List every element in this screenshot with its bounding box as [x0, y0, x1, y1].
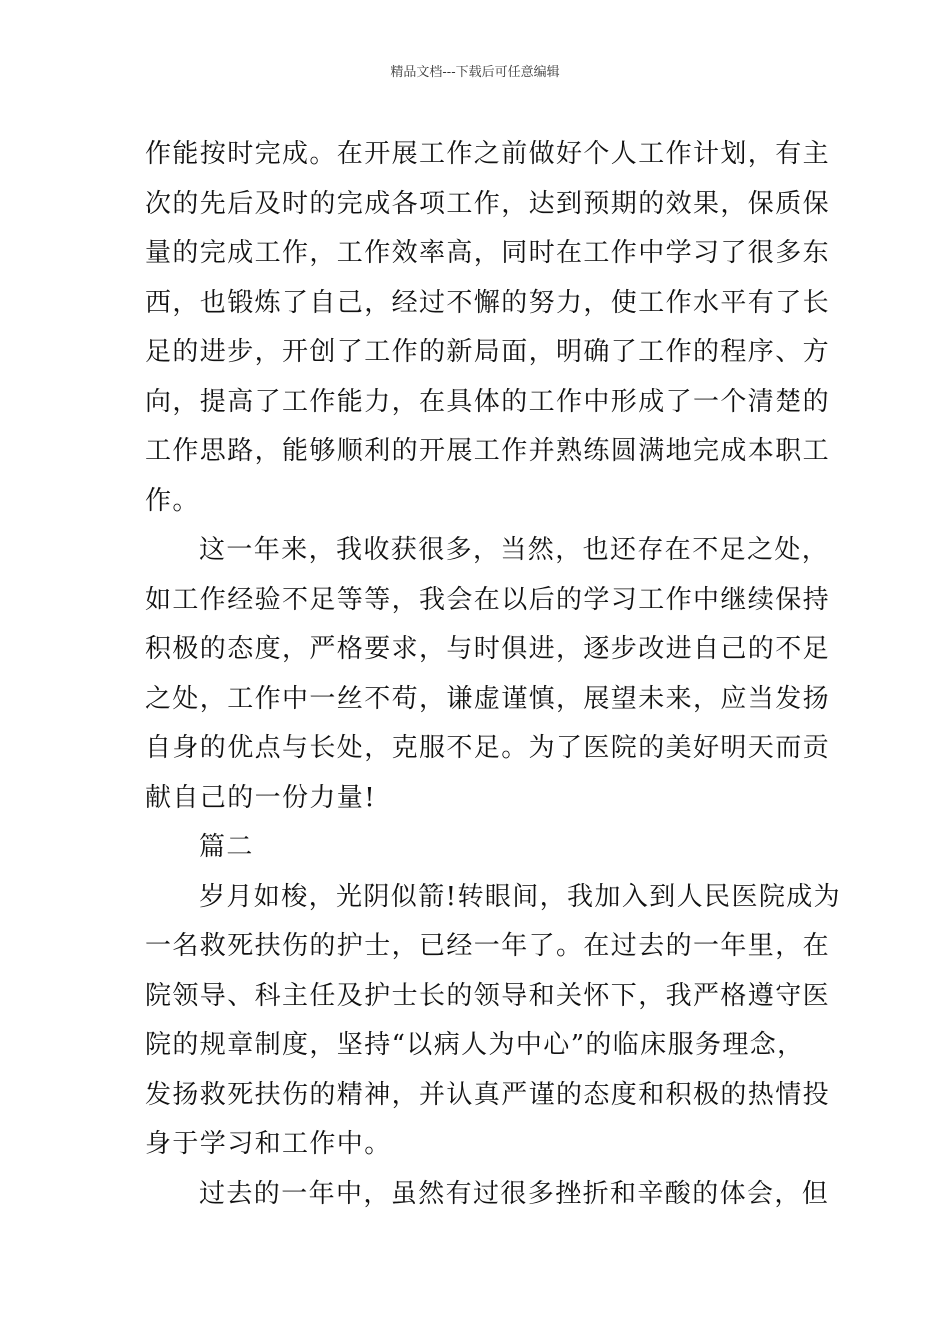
paragraph-start-line: 过去的一年中，虽然有过很多挫折和辛酸的体会，但: [199, 1178, 830, 1209]
text-line: 发扬救死扶伤的精神，并认真严谨的态度和积极的热情投: [145, 1079, 831, 1110]
page-header: 精品文档---下载后可任意编辑: [390, 65, 560, 80]
text-line: 作。: [145, 485, 200, 516]
text-line: 身于学习和工作中。: [145, 1129, 392, 1159]
document-body: [145, 130, 842, 1219]
text-line: 足的进步，开创了工作的新局面，明确了工作的程序、方: [145, 337, 831, 367]
text-line: 量的完成工作，工作效率高，同时在工作中学习了很多东: [145, 238, 831, 268]
text-line: 向，提高了工作能力，在具体的工作中形成了一个清楚的: [145, 386, 831, 417]
text-line: 院领导、科主任及护士长的领导和关怀下，我严格遵守医: [145, 980, 831, 1011]
text-line: 积极的态度，严格要求，与时俱进，逐步改进自己的不足: [145, 634, 831, 664]
text-line: 工作思路，能够顺利的开展工作并熟练圆满地完成本职工: [145, 436, 831, 466]
text-line: 西，也锻炼了自己，经过不懈的努力，使工作水平有了长: [145, 287, 831, 318]
text-line: 如工作经验不足等等，我会在以后的学习工作中继续保持: [145, 584, 831, 615]
section-heading: 篇二: [199, 832, 254, 862]
text-line: 一名救死扶伤的护士，已经一年了。在过去的一年里，在: [145, 931, 831, 961]
paragraph-start-line: 这一年来，我收获很多，当然，也还存在不足之处，: [199, 535, 830, 565]
text-line: 献自己的一份力量!: [145, 782, 377, 813]
paragraph-start-line: 岁月如梭，光阴似箭!转眼间，我加入到人民医院成为: [199, 881, 842, 912]
text-line: 次的先后及时的完成各项工作，达到预期的效果，保质保: [145, 188, 831, 219]
text-line: 院的规章制度，坚持“以病人为中心”的临床服务理念，: [145, 1030, 805, 1060]
text-line: 作能按时完成。在开展工作之前做好个人工作计划，有主: [145, 139, 831, 169]
text-line: 自身的优点与长处，克服不足。为了医院的美好明天而贡: [145, 733, 831, 763]
text-line: 之处，工作中一丝不苟，谦虚谨慎，展望未来，应当发扬: [145, 683, 831, 714]
